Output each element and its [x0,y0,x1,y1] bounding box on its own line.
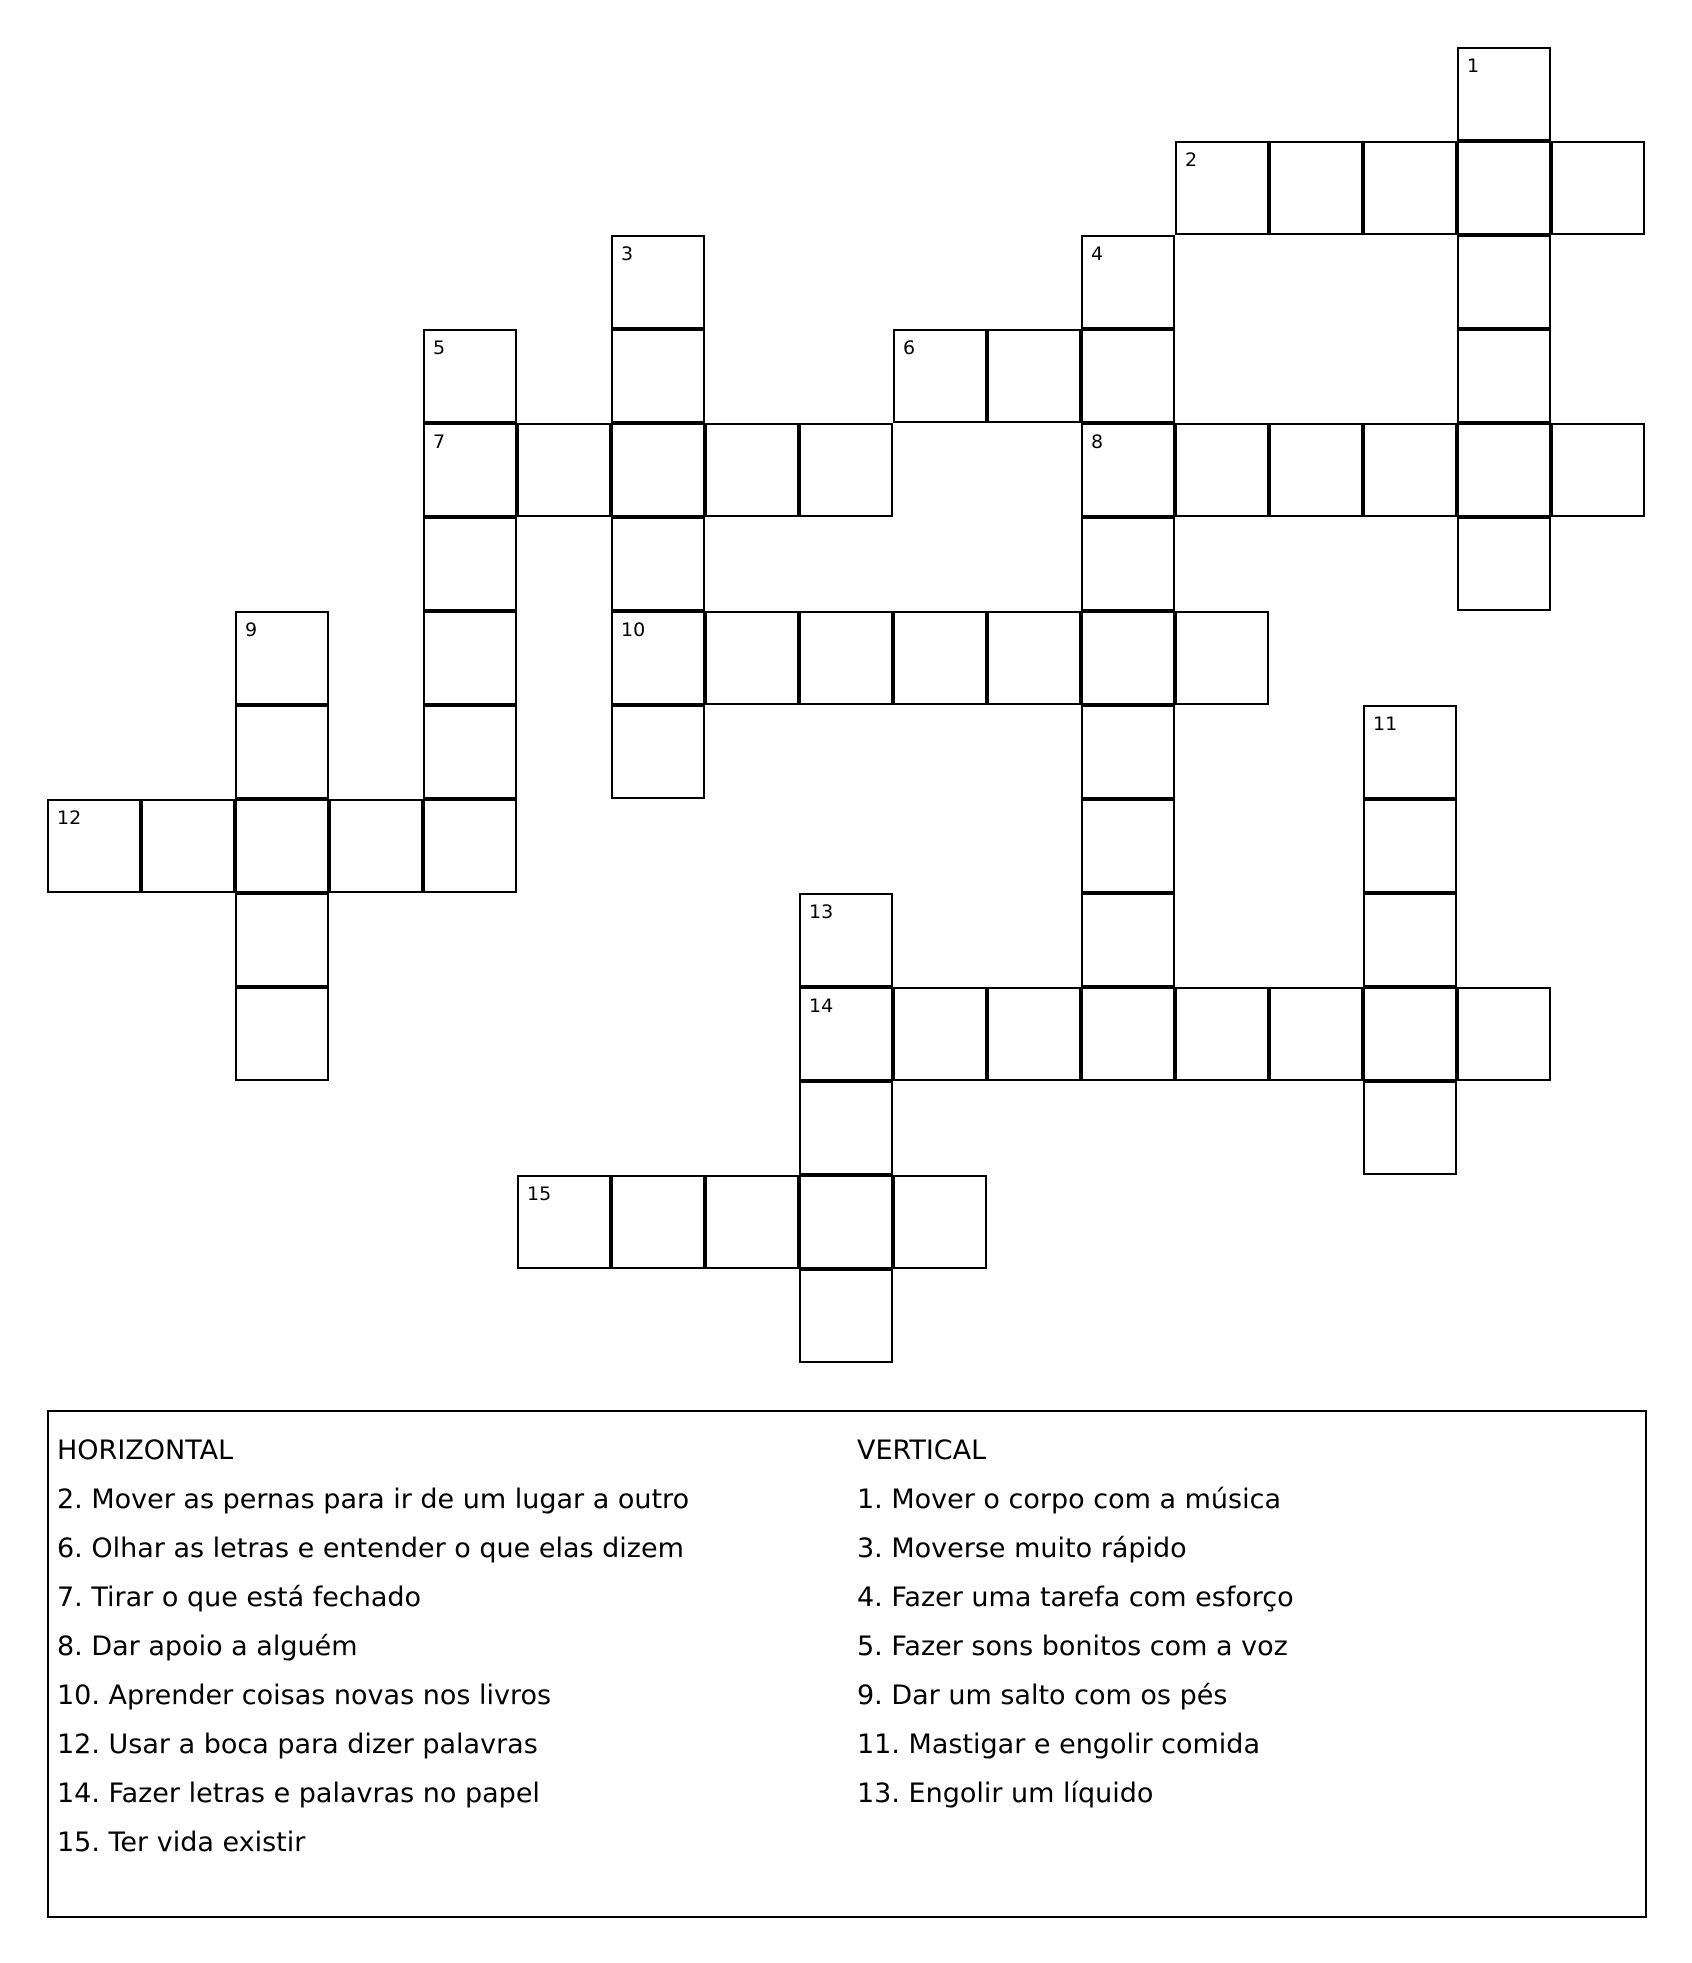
grid-cell[interactable] [987,329,1081,423]
clue-h-6: 6. Olhar as letras e entender o que elas dizem [57,1533,684,1564]
grid-cell[interactable] [893,1175,987,1269]
grid-cell[interactable] [1269,423,1363,517]
grid-cell[interactable] [705,1175,799,1269]
grid-cell-14[interactable] [799,987,893,1081]
clue-number: 4 [1091,243,1104,265]
grid-cell[interactable] [1457,987,1551,1081]
grid-cell[interactable] [1081,705,1175,799]
grid-cell[interactable] [1457,141,1551,235]
grid-cell[interactable] [1269,987,1363,1081]
grid-cell[interactable] [799,611,893,705]
grid-cell[interactable] [1551,423,1645,517]
grid-cell-10[interactable] [611,611,705,705]
grid-cell[interactable] [1081,799,1175,893]
grid-cell[interactable] [1081,893,1175,987]
grid-cell[interactable] [423,705,517,799]
grid-cell[interactable] [1363,1081,1457,1175]
clue-number: 1 [1467,55,1480,77]
clue-number: 11 [1373,713,1398,735]
grid-cell-5[interactable] [423,329,517,423]
grid-cell[interactable] [799,1175,893,1269]
clue-h-7: 7. Tirar o que está fechado [57,1582,422,1613]
grid-cell[interactable] [1457,517,1551,611]
grid-cell[interactable] [1269,141,1363,235]
grid-cell-1[interactable] [1457,47,1551,141]
grid-cell[interactable] [1363,893,1457,987]
grid-cell-3[interactable] [611,235,705,329]
clue-v-4: 4. Fazer uma tarefa com esforço [857,1582,1294,1613]
grid-cell[interactable] [893,987,987,1081]
grid-cell[interactable] [1363,423,1457,517]
clue-v-13: 13. Engolir um líquido [857,1778,1154,1809]
clue-v-9: 9. Dar um salto com os pés [857,1680,1228,1711]
clue-number: 9 [245,619,258,641]
clue-number: 6 [903,337,916,359]
clues-box [47,1410,1647,1918]
vertical-clues [857,1426,1637,1818]
grid-cell[interactable] [235,799,329,893]
clue-v-3: 3. Moverse muito rápido [857,1533,1187,1564]
grid-cell-9[interactable] [235,611,329,705]
clue-h-12: 12. Usar a boca para dizer palavras [57,1729,538,1760]
grid-cell-6[interactable] [893,329,987,423]
grid-cell[interactable] [423,517,517,611]
clue-h-14: 14. Fazer letras e palavras no papel [57,1778,540,1809]
clue-number: 12 [57,807,82,829]
grid-cell[interactable] [987,987,1081,1081]
clue-v-11: 11. Mastigar e engolir comida [857,1729,1260,1760]
grid-cell[interactable] [235,893,329,987]
clue-number: 7 [433,431,446,453]
grid-cell[interactable] [893,611,987,705]
grid-cell-2[interactable] [1175,141,1269,235]
grid-cell[interactable] [1551,141,1645,235]
grid-cell[interactable] [1363,141,1457,235]
grid-cell[interactable] [799,1081,893,1175]
grid-cell[interactable] [705,423,799,517]
clue-h-8: 8. Dar apoio a alguém [57,1631,358,1662]
vertical-title: VERTICAL [857,1435,987,1466]
grid-cell[interactable] [1175,423,1269,517]
grid-cell[interactable] [1175,987,1269,1081]
grid-cell-4[interactable] [1081,235,1175,329]
grid-cell-11[interactable] [1363,705,1457,799]
grid-cell[interactable] [1457,329,1551,423]
clue-h-15: 15. Ter vida existir [57,1827,306,1858]
grid-cell[interactable] [611,423,705,517]
grid-cell[interactable] [611,517,705,611]
grid-cell[interactable] [799,423,893,517]
grid-cell-12[interactable] [47,799,141,893]
grid-cell[interactable] [423,611,517,705]
clue-number: 5 [433,337,446,359]
grid-cell[interactable] [1081,329,1175,423]
grid-cell[interactable] [1081,987,1175,1081]
grid-cell[interactable] [235,705,329,799]
grid-cell-13[interactable] [799,893,893,987]
grid-cell[interactable] [1363,987,1457,1081]
grid-cell[interactable] [141,799,235,893]
clue-number: 15 [527,1183,552,1205]
clue-v-1: 1. Mover o corpo com a música [857,1484,1281,1515]
grid-cell-8[interactable] [1081,423,1175,517]
grid-cell[interactable] [1081,611,1175,705]
horizontal-clues [57,1426,837,1867]
grid-cell[interactable] [987,611,1081,705]
clue-number: 14 [809,995,834,1017]
grid-cell[interactable] [1081,517,1175,611]
clue-number: 13 [809,901,834,923]
grid-cell[interactable] [799,1269,893,1363]
grid-cell[interactable] [611,1175,705,1269]
clue-h-10: 10. Aprender coisas novas nos livros [57,1680,552,1711]
grid-cell[interactable] [1363,799,1457,893]
clue-number: 3 [621,243,634,265]
clue-v-5: 5. Fazer sons bonitos com a voz [857,1631,1288,1662]
grid-cell[interactable] [1457,423,1551,517]
grid-cell-15[interactable] [517,1175,611,1269]
grid-cell[interactable] [329,799,423,893]
clue-number: 2 [1185,149,1198,171]
grid-cell[interactable] [611,705,705,799]
grid-cell-7[interactable] [423,423,517,517]
grid-cell[interactable] [1175,611,1269,705]
grid-cell[interactable] [235,987,329,1081]
grid-cell[interactable] [423,799,517,893]
horizontal-title: HORIZONTAL [57,1435,234,1466]
clue-number: 10 [621,619,646,641]
grid-cell[interactable] [517,423,611,517]
clue-h-2: 2. Mover as pernas para ir de um lugar a outro [57,1484,690,1515]
grid-cell[interactable] [705,611,799,705]
clue-number: 8 [1091,431,1104,453]
grid-cell[interactable] [611,329,705,423]
grid-cell[interactable] [1457,235,1551,329]
